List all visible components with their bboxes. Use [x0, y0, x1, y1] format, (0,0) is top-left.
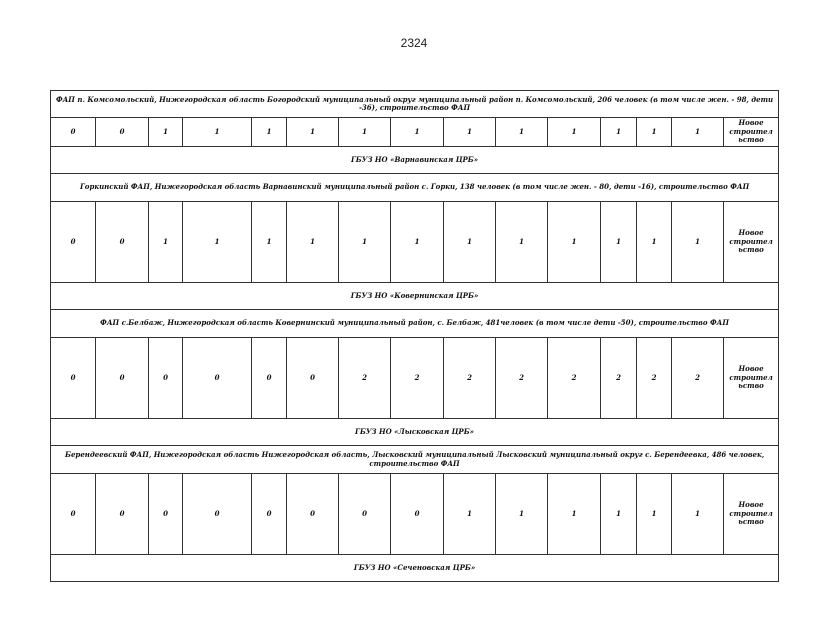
- value-cell: 1: [444, 202, 496, 283]
- organization-name: ГБУЗ НО «Лысковская ЦРБ»: [51, 419, 779, 446]
- value-cell: 1: [637, 474, 672, 555]
- value-cell: 1: [252, 118, 287, 147]
- section-header-row: [51, 91, 779, 118]
- organization-row: [51, 147, 779, 174]
- section-header: ФАП с.Белбаж, Нижегородская область Ковернинский муниципальный район, с. Белбаж, 481человек (в том числе дети -50), строительство ФАП: [51, 310, 779, 338]
- value-cell: 0: [51, 202, 96, 283]
- section-header-row: [51, 310, 779, 338]
- value-cell: 0: [339, 474, 391, 555]
- value-cell: 1: [252, 202, 287, 283]
- organization-row: [51, 419, 779, 446]
- data-row: [51, 202, 779, 283]
- value-cell: 1: [672, 474, 724, 555]
- value-cell: 1: [496, 474, 548, 555]
- value-cell: 1: [287, 202, 339, 283]
- value-cell: 0: [51, 474, 96, 555]
- value-cell: 1: [183, 202, 252, 283]
- value-cell: 1: [149, 118, 183, 147]
- value-cell: 1: [391, 202, 444, 283]
- organization-row: [51, 555, 779, 582]
- value-cell: 0: [183, 338, 252, 419]
- value-cell: 0: [252, 474, 287, 555]
- value-cell: 1: [548, 118, 601, 147]
- page-number: 2324: [400, 36, 428, 50]
- value-cell: 0: [96, 338, 149, 419]
- data-row: [51, 118, 779, 147]
- value-cell: 1: [637, 118, 672, 147]
- value-cell: 1: [287, 118, 339, 147]
- value-cell: 1: [548, 202, 601, 283]
- value-cell: 2: [496, 338, 548, 419]
- value-cell: 1: [548, 474, 601, 555]
- value-cell: 0: [183, 474, 252, 555]
- value-cell: 1: [496, 202, 548, 283]
- value-cell: 1: [601, 474, 637, 555]
- value-cell: 2: [672, 338, 724, 419]
- value-cell: 1: [601, 202, 637, 283]
- organization-name: ГБУЗ НО «Варнавинская ЦРБ»: [51, 147, 779, 174]
- value-cell: 0: [287, 338, 339, 419]
- value-cell: 2: [637, 338, 672, 419]
- value-cell: 0: [149, 338, 183, 419]
- value-cell: 0: [51, 338, 96, 419]
- value-cell: 1: [339, 202, 391, 283]
- value-cell: 0: [96, 202, 149, 283]
- value-cell: 1: [339, 118, 391, 147]
- organization-name: ГБУЗ НО «Ковернинская ЦРБ»: [51, 283, 779, 310]
- value-cell: 1: [444, 474, 496, 555]
- value-cell: 2: [601, 338, 637, 419]
- facility-table: [50, 90, 779, 582]
- value-cell: 0: [96, 118, 149, 147]
- organization-row: [51, 283, 779, 310]
- note-cell: Новое строител ьство: [724, 202, 779, 283]
- section-header: Берендеевский ФАП, Нижегородская область Нижегородская область, Лысковский муниципальный Лысковский муниципальный округ с. Берендеевка, 486 человек, строительство ФАП: [51, 446, 779, 474]
- value-cell: 1: [637, 202, 672, 283]
- value-cell: 1: [444, 118, 496, 147]
- section-header: Горкинский ФАП, Нижегородская область Варнавинский муниципальный район с. Горки, 138 человек (в том числе жен. - 80, дети -16), строительство ФАП: [51, 174, 779, 202]
- note-cell: Новое строител ьство: [724, 474, 779, 555]
- value-cell: 1: [391, 118, 444, 147]
- data-row: [51, 338, 779, 419]
- section-header-row: [51, 174, 779, 202]
- section-header-row: [51, 446, 779, 474]
- note-cell: Новое строител ьство: [724, 338, 779, 419]
- value-cell: 0: [51, 118, 96, 147]
- value-cell: 2: [391, 338, 444, 419]
- value-cell: 0: [287, 474, 339, 555]
- value-cell: 0: [96, 474, 149, 555]
- organization-name: ГБУЗ НО «Сеченовская ЦРБ»: [51, 555, 779, 582]
- note-cell: Новое строител ьство: [724, 118, 779, 147]
- value-cell: 1: [672, 202, 724, 283]
- value-cell: 1: [183, 118, 252, 147]
- value-cell: 1: [149, 202, 183, 283]
- data-row: [51, 474, 779, 555]
- section-header: ФАП п. Комсомольский, Нижегородская область Богородский муниципальный округ муниципальный район п. Комсомольский, 206 человек (в том числе жен. - 98, дети -36), строительство ФАП: [51, 91, 779, 118]
- value-cell: 1: [601, 118, 637, 147]
- value-cell: 2: [339, 338, 391, 419]
- value-cell: 0: [252, 338, 287, 419]
- value-cell: 2: [444, 338, 496, 419]
- value-cell: 0: [149, 474, 183, 555]
- value-cell: 1: [672, 118, 724, 147]
- value-cell: 2: [548, 338, 601, 419]
- value-cell: 1: [496, 118, 548, 147]
- value-cell: 0: [391, 474, 444, 555]
